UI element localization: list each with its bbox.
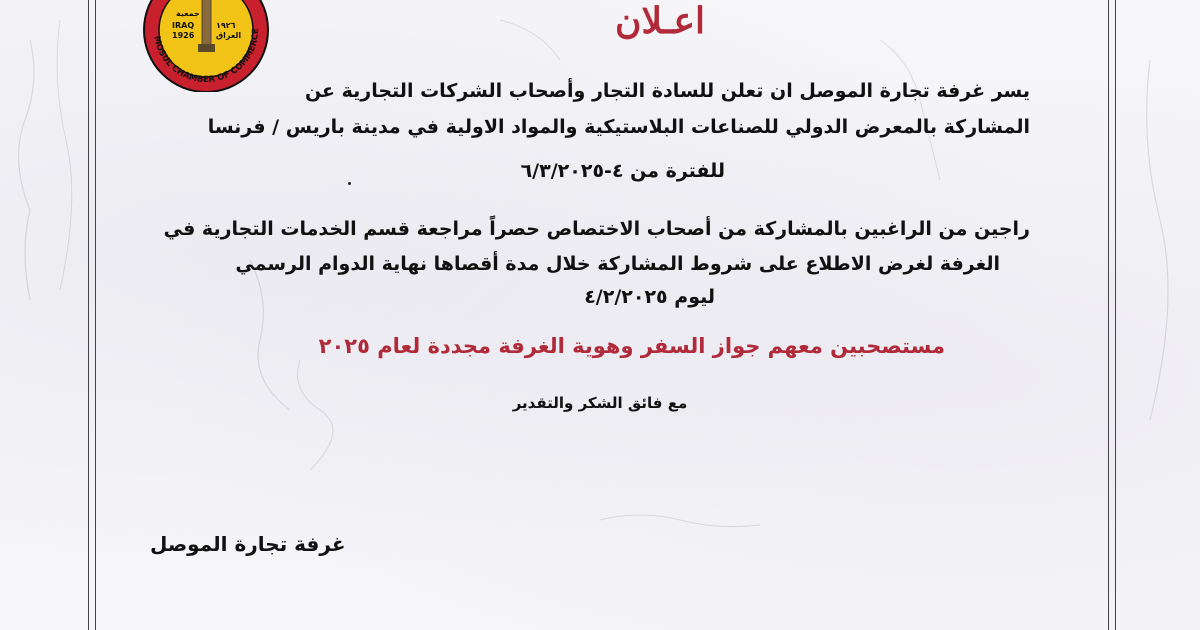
documents-note: مستصحبين معهم جواز السفر وهوية الغرفة مجددة لعام ٢٠٢٥	[318, 334, 945, 358]
body-line-4: راجين من الراغبين بالمشاركة من أصحاب الاختصاص حصراً مراجعة قسم الخدمات التجارية في	[163, 218, 1030, 240]
logo-arabic-iraq: العراق	[216, 31, 242, 40]
logo-year-text: 1926	[172, 31, 195, 40]
signature-chamber-name: غرفة تجارة الموصل	[150, 532, 346, 556]
logo-top-text: جمعية	[176, 9, 200, 18]
right-frame-border	[1108, 0, 1116, 630]
logo-ring-text: MOSUL CHAMBER OF COMMERCE	[151, 28, 262, 86]
left-frame-border	[88, 0, 96, 630]
logo-iraq-text: IRAQ	[172, 21, 195, 30]
mosul-chamber-logo	[136, 0, 276, 92]
closing-regards: مع فائق الشكر والتقدير	[512, 394, 688, 412]
announcement-title: اعـلان	[615, 0, 705, 42]
body-line-2: المشاركة بالمعرض الدولي للصناعات البلاستيكية والمواد الاولية في مدينة باريس / فرنسا	[207, 116, 1030, 138]
body-line-1: يسر غرفة تجارة الموصل ان تعلن للسادة التجار وأصحاب الشركات التجارية عن	[304, 80, 1030, 102]
period-line: للفترة من ٤-٦/٣/٢٠٢٥	[520, 160, 725, 182]
body-line-5: الغرفة لغرض الاطلاع على شروط المشاركة خلال مدة أقصاها نهاية الدوام الرسمي	[235, 253, 1000, 275]
logo-arabic-year: ١٩٢٦	[216, 21, 236, 30]
deadline-line: ليوم ٤/٢/٢٠٢٥	[584, 286, 715, 308]
stray-dot	[348, 182, 351, 185]
